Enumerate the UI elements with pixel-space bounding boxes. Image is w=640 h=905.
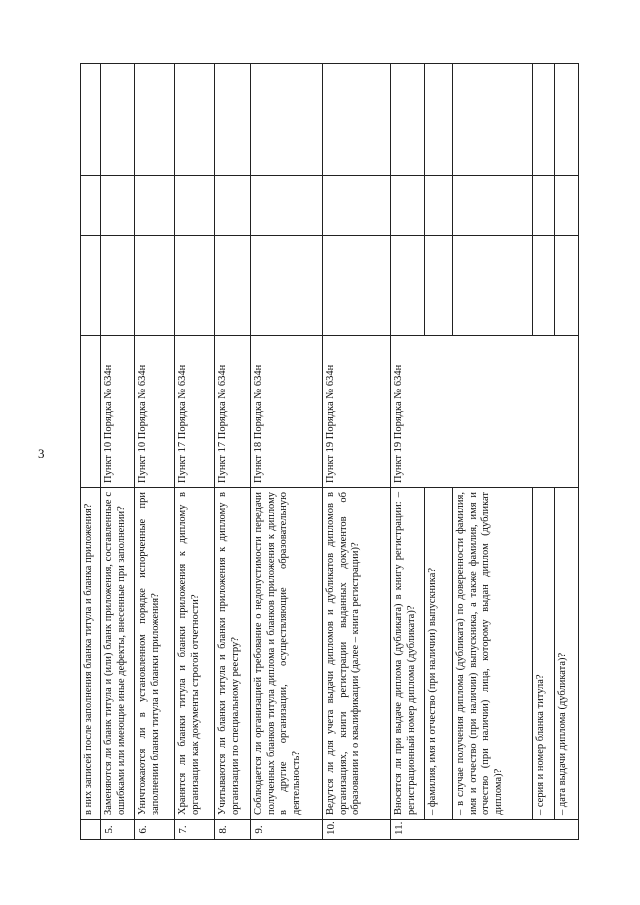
legal-basis: Пункт 17 Порядка № 634н (215, 336, 251, 488)
table-row (323, 64, 391, 840)
legal-basis (81, 336, 101, 488)
question-text: Ведутся ли для учета выдачи дипломов и дубликатов дипломов в организациях, книги регистрации выданных документов об образовании и о квалификации (далее – книга регистрации)? (323, 488, 391, 820)
legal-basis: Пункт 10 Порядка № 634н (135, 336, 175, 488)
answer-cell (101, 64, 135, 176)
answer-cell (391, 176, 425, 236)
answer-cell (425, 64, 453, 176)
question-text: Хранятся ли бланки титула и бланки приложения к диплому в организации как документы строгой отчетности? (175, 488, 215, 820)
row-number: 6. (135, 820, 175, 840)
answer-cell (81, 236, 101, 336)
legal-basis: Пункт 19 Порядка № 634н (323, 336, 391, 488)
answer-cell (101, 236, 135, 336)
answer-cell (251, 236, 323, 336)
answer-cell (251, 64, 323, 176)
checklist-table (80, 63, 579, 840)
answer-cell (135, 176, 175, 236)
answer-cell (135, 64, 175, 176)
answer-cell (175, 64, 215, 176)
answer-cell (215, 64, 251, 176)
answer-cell (215, 176, 251, 236)
table-row (101, 64, 135, 840)
answer-cell (323, 236, 391, 336)
answer-cell (453, 236, 533, 336)
table-row (135, 64, 175, 840)
row-number: 11. (391, 820, 579, 840)
question-text: Вносятся ли при выдаче диплома (дубликата) в книгу регистрации: – регистрационный номер диплома (дубликата)? (391, 488, 425, 820)
question-text: Соблюдается ли организацией требование о недопустимости передачи полученных бланков титула диплома и бланков приложения к диплому в другие организации, осуществляющие образовательную деятельность? (251, 488, 323, 820)
question-text: Учитываются ли бланки титула и бланки приложения к диплому в организации по специальному реестру? (215, 488, 251, 820)
answer-cell (453, 64, 533, 176)
table-row (175, 64, 215, 840)
answer-cell (81, 176, 101, 236)
row-number: 5. (101, 820, 135, 840)
answer-cell (215, 236, 251, 336)
table-row (251, 64, 323, 840)
row-number: 8. (215, 820, 251, 840)
page-number: 3 (38, 446, 45, 461)
table-row (81, 64, 101, 840)
legal-basis: Пункт 19 Порядка № 634н (391, 336, 579, 488)
answer-cell (175, 236, 215, 336)
answer-cell (391, 64, 425, 176)
answer-cell (323, 64, 391, 176)
answer-cell (533, 176, 555, 236)
answer-cell (555, 176, 579, 236)
table-row (391, 64, 425, 840)
question-text: – дата выдачи диплома (дубликата)? (555, 488, 579, 820)
table-row (215, 64, 251, 840)
legal-basis: Пункт 17 Порядка № 634н (175, 336, 215, 488)
question-text: – фамилия, имя и отчество (при наличии) выпускника? (425, 488, 453, 820)
legal-basis: Пункт 10 Порядка № 634н (101, 336, 135, 488)
question-text: Заменяются ли бланк титула и (или) бланк приложения, составленные с ошибками или имеющие иные дефекты, внесенные при заполнении? (101, 488, 135, 820)
answer-cell (533, 236, 555, 336)
row-number: 10. (323, 820, 391, 840)
answer-cell (251, 176, 323, 236)
answer-cell (425, 236, 453, 336)
answer-cell (81, 64, 101, 176)
answer-cell (101, 176, 135, 236)
checklist-table-container (80, 64, 621, 840)
row-number (81, 820, 101, 840)
row-number: 7. (175, 820, 215, 840)
answer-cell (555, 64, 579, 176)
answer-cell (323, 176, 391, 236)
question-text: Уничтожаются ли в установленном порядке испорченные при заполнении бланки титула и бланки приложения? (135, 488, 175, 820)
legal-basis: Пункт 18 Порядка № 634н (251, 336, 323, 488)
answer-cell (425, 176, 453, 236)
answer-cell (453, 176, 533, 236)
answer-cell (533, 64, 555, 176)
question-text: – в случае получения диплома (дубликата) по доверенности фамилия, имя и отчество (при наличии) выпускника, а также фамилия, имя и отчество (при наличии) лица, которому выдан диплом (дубликат диплома)? (453, 488, 533, 820)
answer-cell (175, 176, 215, 236)
answer-cell (135, 236, 175, 336)
answer-cell (391, 236, 425, 336)
row-number: 9. (251, 820, 323, 840)
answer-cell (555, 236, 579, 336)
question-text: – серия и номер бланка титула? (533, 488, 555, 820)
question-text: в них записей после заполнения бланка титула и бланка приложения? (81, 488, 101, 820)
